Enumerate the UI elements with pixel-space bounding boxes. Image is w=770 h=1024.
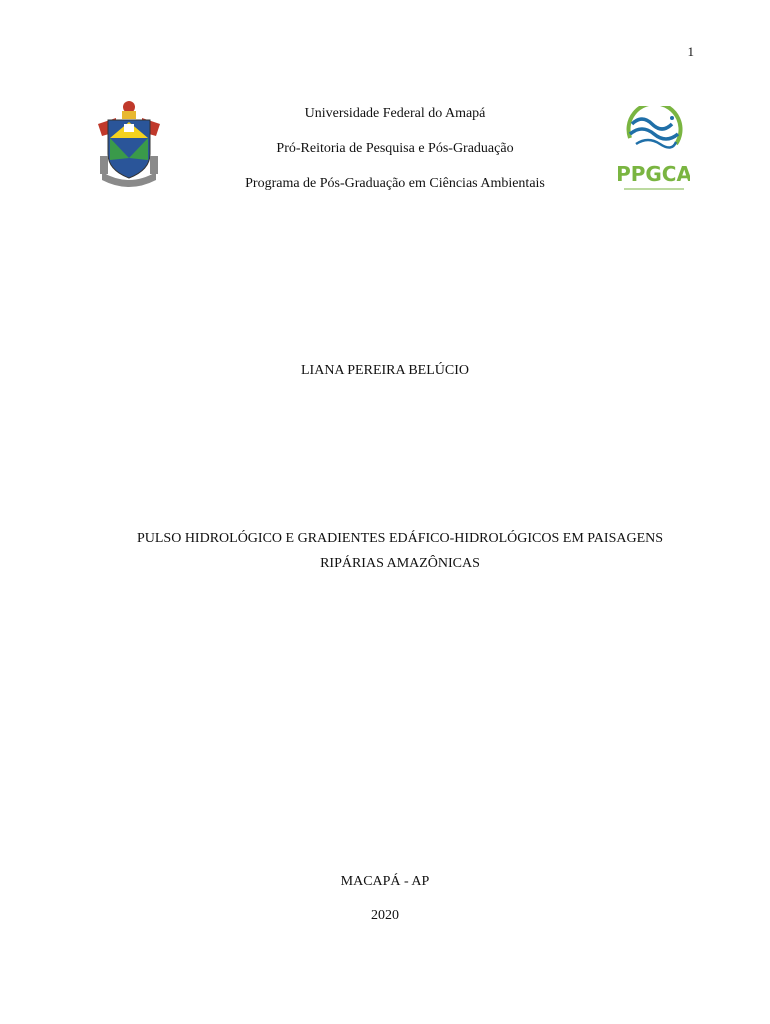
institution-lines [180, 96, 610, 201]
year: 2020 [371, 908, 399, 923]
ppgca-logo-icon [618, 106, 690, 194]
page-number: 1 [687, 44, 694, 59]
location: MACAPÁ - AP [340, 874, 430, 889]
program-name: Programa de Pós-Graduação em Ciências Ambientais [245, 176, 545, 191]
author-name: LIANA PEREIRA BELÚCIO [301, 363, 469, 378]
university-coat-of-arms-icon [96, 98, 162, 188]
pro-rectorate-name: Pró-Reitoria de Pesquisa e Pós-Graduação [276, 141, 514, 156]
thesis-title [80, 526, 720, 576]
institution-header [0, 96, 770, 206]
university-name: Universidade Federal do Amapá [304, 106, 486, 121]
thesis-title-line-1: PULSO HIDROLÓGICO E GRADIENTES EDÁFICO-HIDROLÓGICOS EM PAISAGENS [136, 531, 664, 546]
ppgca-logo-text: PPGCA [618, 162, 690, 186]
thesis-title-line-2: RIPÁRIAS AMAZÔNICAS [320, 556, 480, 571]
